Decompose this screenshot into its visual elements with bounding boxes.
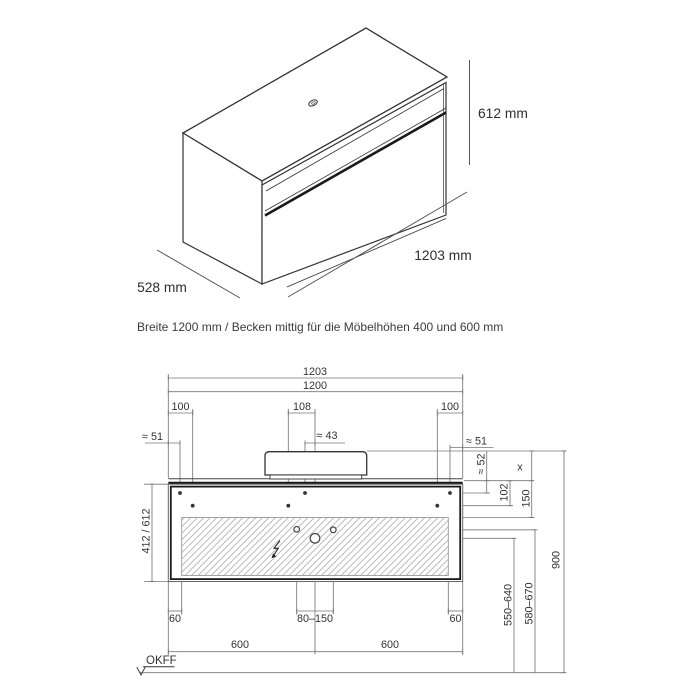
- label-102: 102: [498, 483, 511, 502]
- cabinet-front-view: [168, 479, 462, 582]
- isometric-cabinet: [137, 28, 528, 298]
- level-check-icon: [137, 667, 145, 675]
- front-view: [137, 366, 567, 675]
- label-100-right: 100: [440, 401, 460, 413]
- basin-body: [265, 452, 367, 475]
- label-approx51-right: ≈ 51: [466, 435, 487, 448]
- basin-base: [270, 475, 362, 479]
- label-150: 150: [520, 489, 533, 508]
- iso-width-label: 1203 mm: [414, 248, 472, 263]
- iso-depth-label: 528 mm: [137, 280, 187, 295]
- label-900: 900: [550, 550, 563, 570]
- label-412-612: 412 / 612: [140, 508, 153, 554]
- label-approx51-left: ≈ 51: [142, 431, 163, 443]
- basin-front-view: [265, 452, 367, 479]
- label-okff: OKFF: [146, 655, 177, 667]
- label-550-640: 550–640: [502, 583, 515, 627]
- supply-right-circle: [331, 527, 337, 533]
- label-60-left: 60: [168, 613, 182, 625]
- caption-text: Breite 1200 mm / Becken mittig für die Möbelhöhen 400 und 600 mm: [137, 320, 504, 334]
- label-1200: 1200: [302, 380, 328, 392]
- installation-zone-hatch: [182, 518, 449, 576]
- label-approx43: ≈ 43: [316, 430, 338, 442]
- label-600-right: 600: [380, 639, 400, 651]
- label-600-left: 600: [230, 639, 250, 651]
- iso-height-label: 612 mm: [478, 106, 528, 121]
- label-580-670: 580–670: [523, 582, 536, 625]
- label-108: 108: [292, 401, 312, 413]
- label-60-right: 60: [449, 613, 462, 625]
- label-approx52: ≈ 52: [475, 453, 488, 475]
- label-x: x: [517, 461, 523, 474]
- supply-left-circle: [294, 527, 300, 533]
- label-100-left: 100: [171, 401, 190, 413]
- floor-marker: [137, 667, 175, 675]
- label-1203: 1203: [302, 366, 328, 378]
- drain-circle: [310, 534, 320, 544]
- label-80-150: 80–150: [296, 613, 334, 625]
